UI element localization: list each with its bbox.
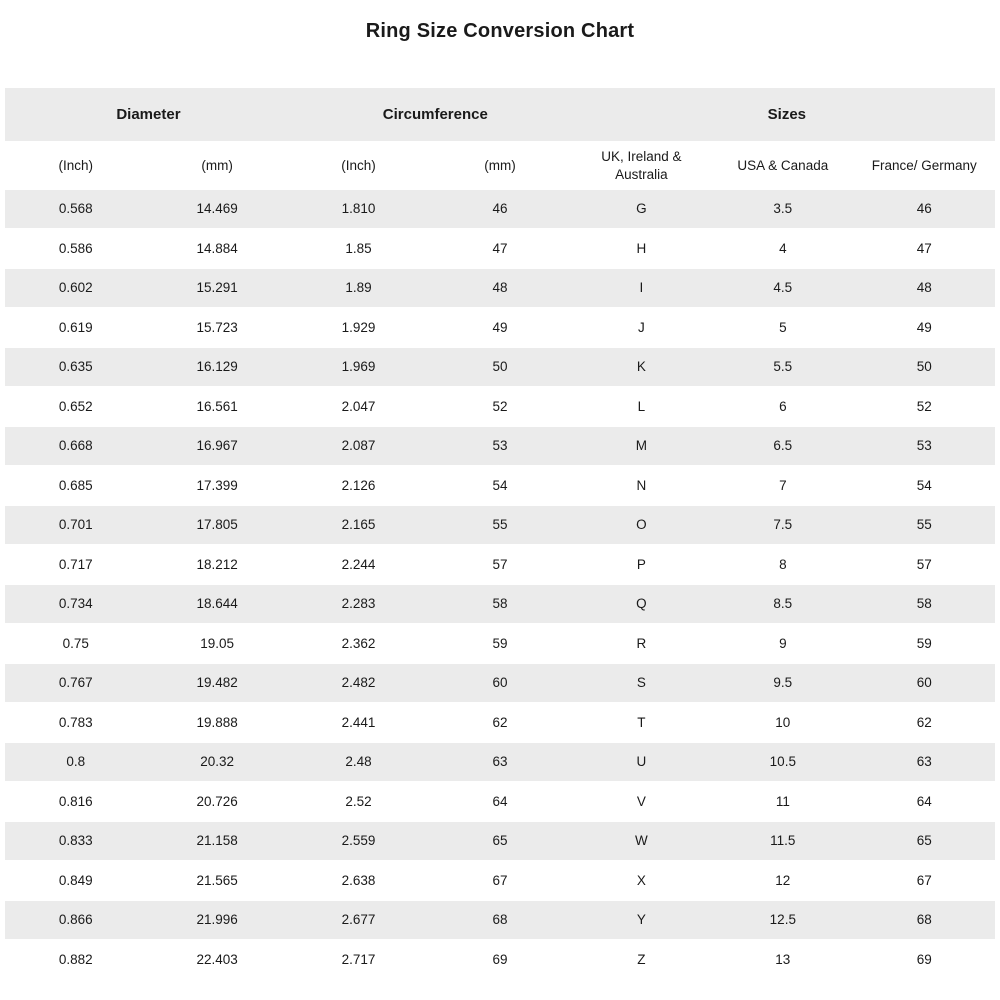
table-cell: 2.126 xyxy=(341,477,376,493)
table-cell: X xyxy=(636,872,646,888)
table-cell: 18.212 xyxy=(196,556,238,572)
table-cell: 49 xyxy=(492,319,508,335)
table-cell: 0.717 xyxy=(58,556,93,572)
table-cell: 0.619 xyxy=(58,319,93,335)
table-cell: 8 xyxy=(779,556,787,572)
table-cell: 22.403 xyxy=(196,951,238,967)
table-cell: 2.441 xyxy=(341,714,376,730)
table-row xyxy=(5,348,995,388)
table-cell: 2.677 xyxy=(341,912,376,928)
table-cell: 54 xyxy=(492,477,508,493)
table-cell: 14.469 xyxy=(196,201,238,217)
table-cell: 69 xyxy=(492,951,508,967)
column-header-circumference-mm: (mm) xyxy=(484,157,516,173)
table-cell: 2.244 xyxy=(341,556,376,572)
table-cell: W xyxy=(635,833,648,849)
group-header-circumference: Circumference xyxy=(382,106,488,123)
table-cell: 0.586 xyxy=(58,240,93,256)
table-row xyxy=(5,783,995,823)
table-cell: 0.882 xyxy=(58,951,93,967)
table-cell: Y xyxy=(636,912,646,928)
table-cell: 52 xyxy=(492,398,508,414)
table-cell: 0.767 xyxy=(58,675,93,691)
table-cell: 0.75 xyxy=(62,635,89,651)
table-cell: O xyxy=(636,517,647,533)
table-cell: 4.5 xyxy=(773,280,793,296)
page-title: Ring Size Conversion Chart xyxy=(365,20,635,42)
table-cell: 15.723 xyxy=(196,319,238,335)
table-cell: 5 xyxy=(779,319,787,335)
table-cell: 58 xyxy=(492,596,508,612)
table-row xyxy=(5,388,995,428)
column-header-circumference-inch: (Inch) xyxy=(341,157,376,173)
table-cell: 2.717 xyxy=(341,951,376,967)
table-cell: 0.668 xyxy=(58,438,93,454)
table-cell: 12.5 xyxy=(769,912,796,928)
table-cell: 68 xyxy=(492,912,508,928)
table-cell: 63 xyxy=(492,754,508,770)
table-row xyxy=(5,467,995,507)
table-cell: 50 xyxy=(916,359,932,375)
table-cell: 21.996 xyxy=(196,912,238,928)
table-cell: 2.165 xyxy=(341,517,376,533)
table-row xyxy=(5,941,995,981)
table-cell: 2.087 xyxy=(341,438,376,454)
table-cell: 10 xyxy=(775,714,791,730)
table-body xyxy=(5,190,995,980)
table-cell: 2.362 xyxy=(341,635,376,651)
table-cell: 2.48 xyxy=(345,754,372,770)
table-cell: 0.685 xyxy=(58,477,93,493)
table-row xyxy=(5,190,995,230)
table-cell: 1.969 xyxy=(341,359,376,375)
table-row xyxy=(5,427,995,467)
table-cell: 46 xyxy=(492,201,508,217)
table-cell: 17.805 xyxy=(196,517,238,533)
table-cell: 50 xyxy=(492,359,508,375)
table-cell: N xyxy=(636,477,647,493)
table-cell: K xyxy=(636,359,646,375)
table-cell: 0.602 xyxy=(58,280,93,296)
table-cell: Z xyxy=(637,951,646,967)
table-cell: 62 xyxy=(492,714,508,730)
table-cell: 57 xyxy=(916,556,932,572)
table-cell: 65 xyxy=(492,833,508,849)
table-row xyxy=(5,822,995,862)
table-cell: 64 xyxy=(492,793,508,809)
table-cell: 60 xyxy=(492,675,508,691)
group-header-row xyxy=(5,88,995,141)
table-cell: 16.967 xyxy=(196,438,238,454)
table-cell: 54 xyxy=(916,477,932,493)
table-cell: 2.283 xyxy=(341,596,376,612)
table-row xyxy=(5,743,995,783)
column-header-uk-ireland-australia: UK, Ireland & Australia xyxy=(601,148,682,182)
table-cell: 7 xyxy=(779,477,787,493)
table-cell: 1.810 xyxy=(341,201,376,217)
table-row xyxy=(5,625,995,665)
table-cell: 47 xyxy=(916,240,932,256)
table-row xyxy=(5,585,995,625)
table-cell: 52 xyxy=(916,398,932,414)
table-cell: 0.833 xyxy=(58,833,93,849)
table-cell: G xyxy=(636,201,647,217)
table-cell: I xyxy=(639,280,644,296)
table-cell: 0.652 xyxy=(58,398,93,414)
table-cell: S xyxy=(636,675,646,691)
table-row xyxy=(5,309,995,349)
table-cell: 0.783 xyxy=(58,714,93,730)
table-cell: V xyxy=(636,793,646,809)
table-row xyxy=(5,704,995,744)
table-cell: 59 xyxy=(916,635,932,651)
table-cell: 55 xyxy=(916,517,932,533)
table-cell: 19.888 xyxy=(196,714,238,730)
table-cell: 47 xyxy=(492,240,508,256)
table-cell: 2.559 xyxy=(341,833,376,849)
table-cell: 48 xyxy=(916,280,932,296)
table-row xyxy=(5,862,995,902)
table-cell: R xyxy=(636,635,647,651)
table-cell: 11 xyxy=(775,793,790,809)
table-row xyxy=(5,546,995,586)
table-cell: 0.635 xyxy=(58,359,93,375)
table-cell: 2.52 xyxy=(345,793,372,809)
table-cell: 19.482 xyxy=(196,675,238,691)
table-cell: 60 xyxy=(916,675,932,691)
table-cell: 11.5 xyxy=(770,833,796,849)
table-cell: 12 xyxy=(775,872,791,888)
table-cell: 6.5 xyxy=(773,438,793,454)
table-cell: 13 xyxy=(775,951,791,967)
table-cell: 14.884 xyxy=(196,240,238,256)
table-row xyxy=(5,506,995,546)
column-header-diameter-inch: (Inch) xyxy=(58,157,93,173)
table-cell: 19.05 xyxy=(200,635,235,651)
table-cell: 6 xyxy=(779,398,787,414)
table-cell: 2.047 xyxy=(341,398,376,414)
table-cell: 5.5 xyxy=(773,359,793,375)
table-cell: 3.5 xyxy=(773,201,793,217)
column-header-usa-canada: USA & Canada xyxy=(737,157,829,173)
table-cell: 46 xyxy=(916,201,932,217)
table-cell: 15.291 xyxy=(196,280,238,296)
table-cell: J xyxy=(638,319,645,335)
table-cell: 48 xyxy=(492,280,508,296)
table-cell: 0.8 xyxy=(66,754,86,770)
group-header-diameter: Diameter xyxy=(116,106,181,123)
table-cell: 53 xyxy=(492,438,508,454)
table-cell: 49 xyxy=(916,319,932,335)
column-header-row xyxy=(5,141,995,190)
table-cell: 16.561 xyxy=(196,398,238,414)
table-cell: 21.158 xyxy=(196,833,238,849)
table-cell: 0.866 xyxy=(58,912,93,928)
table-cell: 16.129 xyxy=(196,359,238,375)
group-header-sizes: Sizes xyxy=(767,106,807,123)
table-cell: 63 xyxy=(916,754,932,770)
table-cell: 1.89 xyxy=(345,280,372,296)
column-header-france-germany: France/ Germany xyxy=(871,157,977,173)
table-cell: 0.816 xyxy=(58,793,93,809)
table-cell: 20.726 xyxy=(196,793,238,809)
table-cell: 58 xyxy=(916,596,932,612)
table-cell: T xyxy=(637,714,646,730)
table-row xyxy=(5,664,995,704)
table-cell: 9 xyxy=(779,635,787,651)
table-cell: 55 xyxy=(492,517,508,533)
table-cell: 0.734 xyxy=(58,596,93,612)
table-row xyxy=(5,230,995,270)
table-cell: Q xyxy=(636,596,647,612)
table-cell: P xyxy=(636,556,646,572)
table-cell: 10.5 xyxy=(769,754,796,770)
table-cell: H xyxy=(636,240,647,256)
table-cell: 8.5 xyxy=(773,596,793,612)
table-cell: 0.568 xyxy=(58,201,93,217)
table-cell: U xyxy=(636,754,647,770)
table-cell: 69 xyxy=(916,951,932,967)
table-cell: 18.644 xyxy=(196,596,238,612)
table-cell: 67 xyxy=(492,872,508,888)
table-cell: L xyxy=(637,398,646,414)
table-cell: 0.701 xyxy=(58,517,93,533)
table-cell: 0.849 xyxy=(58,872,93,888)
table-cell: 67 xyxy=(916,872,932,888)
table-cell: 62 xyxy=(916,714,932,730)
table-cell: 65 xyxy=(916,833,932,849)
table-cell: 1.929 xyxy=(341,319,376,335)
table-cell: 59 xyxy=(492,635,508,651)
table-cell: 2.482 xyxy=(341,675,376,691)
table-cell: 1.85 xyxy=(345,240,372,256)
table-cell: 20.32 xyxy=(200,754,235,770)
table-cell: 21.565 xyxy=(196,872,238,888)
table-cell: 68 xyxy=(916,912,932,928)
table-row xyxy=(5,901,995,941)
table-cell: 64 xyxy=(916,793,932,809)
table-row xyxy=(5,269,995,309)
table-cell: 53 xyxy=(916,438,932,454)
table-cell: 9.5 xyxy=(773,675,793,691)
table-cell: 7.5 xyxy=(773,517,793,533)
ring-size-conversion-table xyxy=(5,88,995,980)
table-cell: 57 xyxy=(492,556,508,572)
table-cell: M xyxy=(635,438,648,454)
table-cell: 4 xyxy=(779,240,787,256)
column-header-diameter-mm: (mm) xyxy=(201,157,233,173)
table-cell: 17.399 xyxy=(196,477,238,493)
table-cell: 2.638 xyxy=(341,872,376,888)
